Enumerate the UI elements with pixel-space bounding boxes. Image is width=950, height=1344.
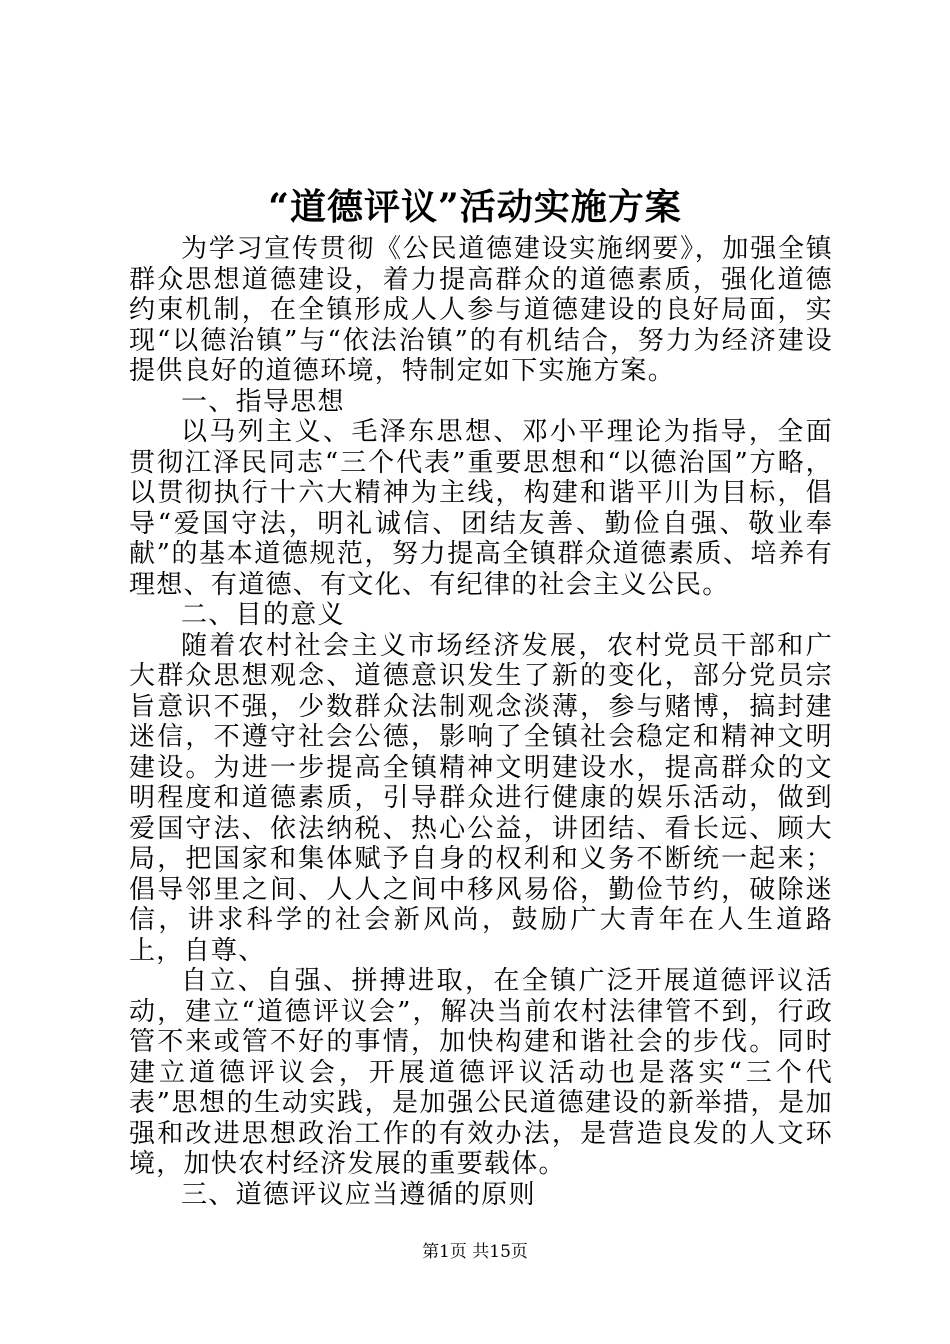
document-body [129,234,833,1210]
section-heading-purpose: 二、目的意义 [181,600,345,630]
page-number-footer: 第1页 共15页 [422,1242,528,1262]
section-heading-principles: 三、道德评议应当遵循的原则 [181,1179,536,1210]
intro-paragraph: 为学习宣传贯彻《公民道德建设实施纲要》，加强全镇群众思想道德建设，着力提高群众的道德素质，强化道德约束机制，在全镇形成人人参与道德建设的良好局面，实现“以德治镇”与“依法治镇”的有机结合，努力为经济建设提供良好的道德环境，特制定如下实施方案。 [129,234,833,386]
guiding-thought-paragraph: 以马列主义、毛泽东思想、邓小平理论为指导，全面贯彻江泽民同志“三个代表”重要思想和“以德治国”方略，以贯彻执行十六大精神为主线，构建和谐平川为目标，倡导“爱国守法，明礼诚信、团结友善、勤俭自强、敬业奉献”的基本道德规范，努力提高全镇群众道德素质、培养有理想、有道德、有文化、有纪律的社会主义公民。 [129,417,833,600]
document-title: “道德评议”活动实施方案 [268,186,682,228]
section-heading-guiding-thought: 一、指导思想 [181,386,345,417]
purpose-paragraph-1: 随着农村社会主义市场经济发展，农村党员干部和广大群众思想观念、道德意识发生了新的变化，部分党员宗旨意识不强，少数群众法制观念淡薄，参与赌博，搞封建迷信，不遵守社会公德，影响了全镇社会稳定和精神文明建设。为进一步提高全镇精神文明建设水，提高群众的文明程度和道德素质，引导群众进行健康的娱乐活动，做到爱国守法、依法纳税、热心公益，讲团结、看长远、顾大局，把国家和集体赋予自身的权利和义务不断统一起来；倡导邻里之间、人人之间中移风易俗，勤俭节约，破除迷信，讲求科学的社会新风尚，鼓励广大青年在人生道路上，自尊、 [129,630,833,966]
purpose-paragraph-2: 自立、自强、拼搏进取，在全镇广泛开展道德评议活动，建立“道德评议会”，解决当前农村法律管不到，行政管不来或管不好的事情，加快构建和谐社会的步伐。同时建立道德评议会，开展道德评议活动也是落实“三个代表”思想的生动实践，是加强公民道德建设的新举措，是加强和改进思想政治工作的有效办法，是营造良发的人文环境，加快农村经济发展的重要载体。 [129,966,833,1179]
